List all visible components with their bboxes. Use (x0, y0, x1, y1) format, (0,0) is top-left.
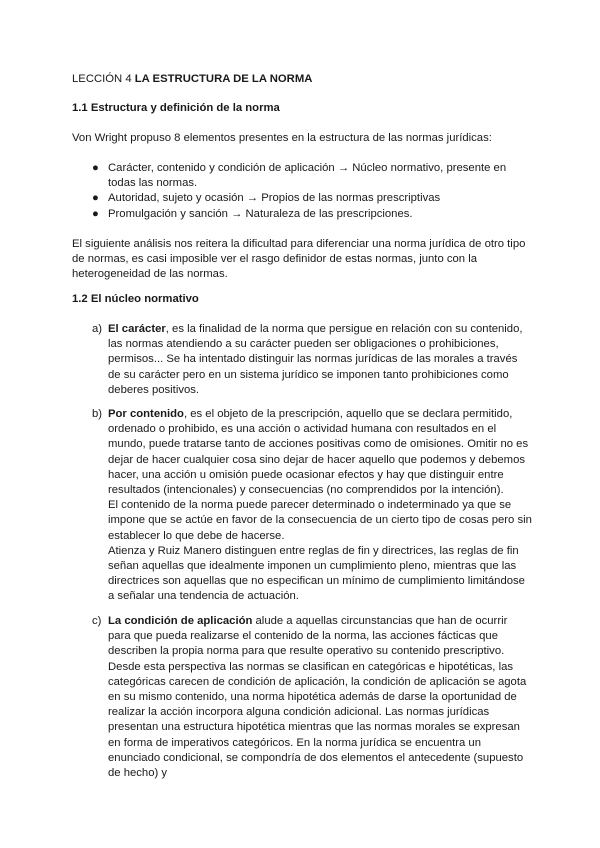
list-item-text: Autoridad, sujeto y ocasión → Propios de las normas prescriptivas (108, 192, 441, 205)
page-title (72, 72, 532, 87)
item-label: c) (92, 615, 102, 627)
item-text: alude a aquellas circunstancias que han de ocurrir para que pueda realizarse el contenido de la norma, las acciones fácticas que describen la propia norma para que resulte operativo su contenido prescriptivo. Desde esta perspectiva las normas se clasifican en categóricas e hipotéticas, las categóricas carecen de condición de aplicación, la condición de aplicación se agota en su mismo contenido, una norma hipotética además de darse la oportunidad de realizar la acción incorpora alguna condición adicional. Las normas jurídicas presentan una estructura hipotética mientras que las normas morales se expresan en forma de imperativos categóricos. En la norma jurídica se encuentra un enunciado condicional, se compondría de dos elementos el antecedente (supuesto de hecho) y (108, 615, 527, 780)
nucleus-item-a (92, 322, 532, 398)
item-term: Por contenido (108, 408, 184, 420)
item-paragraph: Atienza y Ruiz Manero distinguen entre reglas de fin y directrices, las reglas de fin señan aquellas que idealmente imponen un cumplimiento pleno, mientras que las directrices son aquellas que no especifican un mínimo de cumplimiento limitándose a señalar una tendencia de actuación. (108, 544, 525, 603)
item-term: La condición de aplicación (108, 615, 253, 627)
lesson-prefix: LECCIÓN 4 (72, 73, 135, 85)
item-paragraph (108, 614, 532, 781)
item-term: El carácter (108, 323, 166, 335)
list-item-text: Carácter, contenido y condición de aplicación → Núcleo normativo, presente en todas las normas. (108, 162, 507, 190)
list-item (92, 161, 532, 191)
bullet-icon: ● (92, 192, 99, 205)
bullet-icon: ● (92, 162, 99, 174)
analysis-paragraph: El siguiente análisis nos reitera la dificultad para diferenciar una norma jurídica de otro tipo de normas, es casi imposible ver el rasgo definidor de estas normas, junto con la heterogeneidad de las normas. (72, 238, 526, 281)
nucleus-item-b (92, 407, 532, 605)
item-text: , es la finalidad de la norma que persigue en relación con su contenido, las normas atendiendo a su carácter pueden ser obligaciones o prohibiciones, permisos... Se ha intentado distinguir las normas jurídicas de las morales a través de su carácter pero en un sistema jurídico se imponen tanto prohibiciones como deberes positivos. (108, 323, 523, 396)
nucleus-item-c (92, 614, 532, 781)
section-heading-1-1: 1.1 Estructura y definición de la norma (72, 102, 280, 114)
list-item (92, 191, 532, 206)
section-heading-1-2: 1.2 El núcleo normativo (72, 293, 199, 305)
lesson-title: LA ESTRUCTURA DE LA NORMA (134, 73, 313, 85)
elements-list (92, 161, 532, 222)
list-item-text: Promulgación y sanción → Naturaleza de las prescripciones. (108, 207, 413, 220)
item-paragraph (108, 322, 532, 398)
item-paragraph: El contenido de la norma puede parecer determinado o indeterminado ya que se impone que se actúe en favor de la consecuencia de un cierto tipo de cosas pero sin establecer lo que debe de hacerse. (108, 499, 532, 542)
item-label: a) (92, 323, 103, 335)
bullet-icon: ● (92, 207, 99, 220)
item-label: b) (92, 408, 103, 420)
list-item (92, 207, 532, 222)
item-text: , es el objeto de la prescripción, aquello que se declara permitido, ordenado o prohibido, es una acción o actividad humana con resultados en el mundo, puede tratarse tanto de acciones positivas como de omisiones. Omitir no es dejar de hacer cualquier cosa sino dejar de hacer aquello que podemos y debemos hacer, una acción u omisión puede ocasionar efectos y hay que distinguir entre resultados (intencionales) y consecuencias (no comprendidos por la intención). (108, 408, 529, 497)
item-paragraph (108, 407, 532, 498)
intro-paragraph: Von Wright propuso 8 elementos presentes en la estructura de las normas jurídicas: (72, 132, 492, 144)
